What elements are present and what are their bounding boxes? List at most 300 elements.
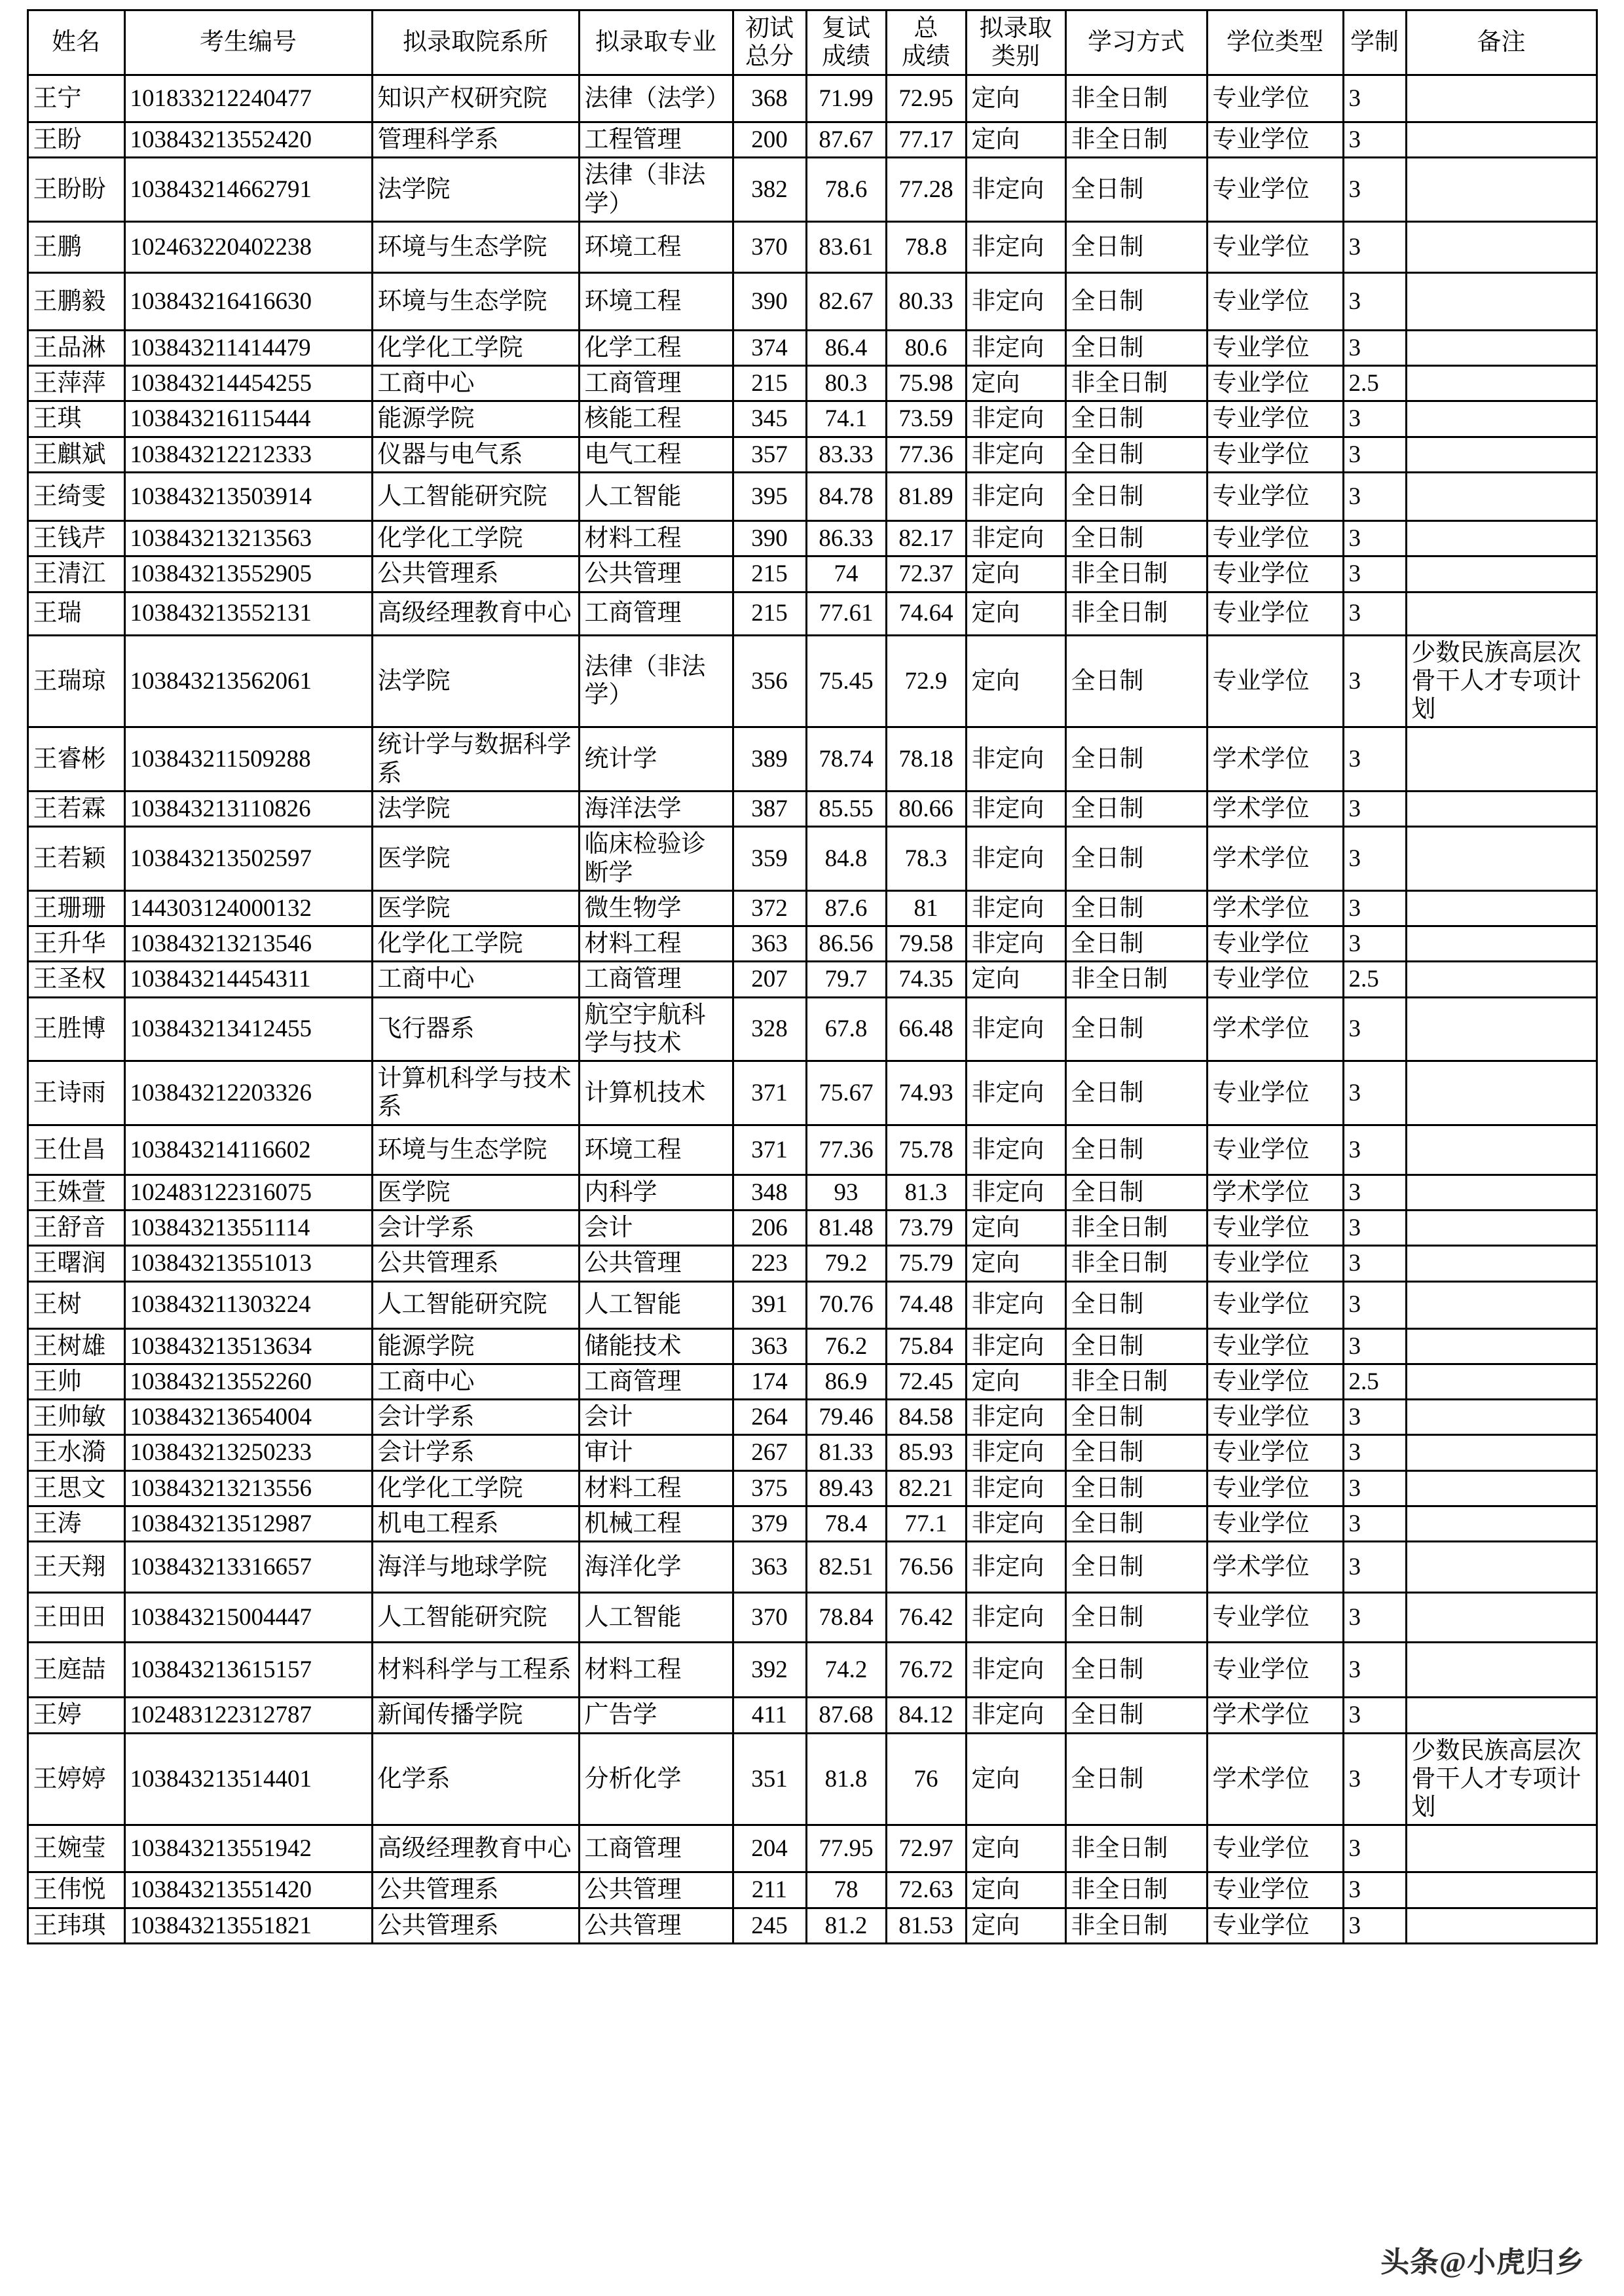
cell-candidate-id: 103843213512987 [124,1506,372,1542]
cell-note [1406,272,1596,330]
cell-degree-type: 专业学位 [1207,1328,1343,1364]
cell-department: 公共管理系 [372,1872,579,1908]
cell-note [1406,437,1596,472]
cell-first-score: 392 [733,1643,806,1698]
cell-name: 王水漪 [28,1435,124,1470]
cell-years: 3 [1343,1643,1406,1698]
cell-years: 3 [1343,272,1406,330]
cell-total-score: 66.48 [886,997,966,1061]
cell-candidate-id: 102483122312787 [124,1698,372,1733]
cell-candidate-id: 103843213654004 [124,1400,372,1435]
table-row [28,272,1596,330]
cell-degree-type: 学术学位 [1207,1698,1343,1733]
cell-category: 非定向 [966,1643,1065,1698]
cell-department: 统计学与数据科学系 [372,727,579,792]
cell-study-mode: 全日制 [1065,158,1207,222]
cell-name: 王天翔 [28,1542,124,1593]
column-header-line: 初试 [745,14,794,42]
cell-total-score: 77.1 [886,1506,966,1542]
cell-total-score: 72.97 [886,1825,966,1872]
cell-major: 分析化学 [579,1733,733,1825]
cell-years: 3 [1343,1542,1406,1593]
cell-first-score: 387 [733,791,806,826]
column-header-line: 拟录取 [979,14,1052,42]
cell-first-score: 375 [733,1470,806,1506]
cell-category: 非定向 [966,158,1065,222]
cell-candidate-id: 103843214116602 [124,1125,372,1175]
cell-second-score: 76.2 [806,1328,886,1364]
cell-second-score: 71.99 [806,75,886,122]
cell-candidate-id: 103843213213556 [124,1470,372,1506]
cell-department: 能源学院 [372,401,579,437]
cell-study-mode: 全日制 [1065,1470,1207,1506]
cell-name: 王婷 [28,1698,124,1733]
column-header-degree-type [1207,10,1343,75]
cell-note [1406,556,1596,592]
cell-note [1406,791,1596,826]
cell-total-score: 81.53 [886,1908,966,1943]
cell-second-score: 87.68 [806,1698,886,1733]
cell-category: 定向 [966,635,1065,727]
table-row [28,472,1596,520]
cell-first-score: 368 [733,75,806,122]
cell-total-score: 72.63 [886,1872,966,1908]
cell-first-score: 267 [733,1435,806,1470]
cell-category: 非定向 [966,827,1065,891]
cell-candidate-id: 103843213551114 [124,1211,372,1246]
cell-candidate-id: 103843212212333 [124,437,372,472]
cell-candidate-id: 103843213213563 [124,520,372,556]
cell-note [1406,1281,1596,1328]
cell-category: 定向 [966,1825,1065,1872]
cell-years: 2.5 [1343,366,1406,401]
cell-note [1406,1211,1596,1246]
cell-total-score: 80.66 [886,791,966,826]
cell-first-score: 200 [733,122,806,158]
cell-second-score: 82.51 [806,1542,886,1593]
column-header-note [1406,10,1596,75]
table-row [28,1364,1596,1399]
cell-category: 定向 [966,1872,1065,1908]
cell-second-score: 81.2 [806,1908,886,1943]
cell-degree-type: 专业学位 [1207,437,1343,472]
cell-candidate-id: 101833212240477 [124,75,372,122]
cell-department: 化学化工学院 [372,926,579,962]
cell-category: 定向 [966,556,1065,592]
cell-years: 3 [1343,1698,1406,1733]
cell-total-score: 82.21 [886,1470,966,1506]
cell-study-mode: 非全日制 [1065,1872,1207,1908]
cell-second-score: 74 [806,556,886,592]
cell-major: 人工智能 [579,472,733,520]
cell-major: 储能技术 [579,1328,733,1364]
header-row [28,10,1596,75]
cell-category: 定向 [966,122,1065,158]
cell-major: 工商管理 [579,1825,733,1872]
column-header-major [579,10,733,75]
cell-department: 会计学系 [372,1435,579,1470]
cell-major: 人工智能 [579,1593,733,1643]
cell-department: 法学院 [372,158,579,222]
cell-study-mode: 非全日制 [1065,1246,1207,1281]
cell-category: 非定向 [966,997,1065,1061]
cell-study-mode: 全日制 [1065,997,1207,1061]
cell-note: 少数民族高层次骨干人才专项计划 [1406,635,1596,727]
cell-name: 王绮雯 [28,472,124,520]
cell-major: 航空宇航科学与技术 [579,997,733,1061]
cell-candidate-id: 144303124000132 [124,890,372,926]
cell-department: 化学化工学院 [372,1470,579,1506]
cell-major: 海洋法学 [579,791,733,826]
cell-name: 王帅 [28,1364,124,1399]
cell-years: 3 [1343,997,1406,1061]
cell-total-score: 73.59 [886,401,966,437]
cell-second-score: 78.6 [806,158,886,222]
cell-category: 定向 [966,1733,1065,1825]
cell-major: 工商管理 [579,1364,733,1399]
cell-years: 3 [1343,437,1406,472]
cell-second-score: 77.61 [806,592,886,635]
cell-major: 广告学 [579,1698,733,1733]
cell-category: 非定向 [966,926,1065,962]
cell-name: 王清江 [28,556,124,592]
cell-total-score: 82.17 [886,520,966,556]
cell-candidate-id: 103843213110826 [124,791,372,826]
cell-category: 非定向 [966,1400,1065,1435]
cell-category: 非定向 [966,727,1065,792]
cell-department: 化学化工学院 [372,330,579,365]
cell-degree-type: 学术学位 [1207,827,1343,891]
cell-first-score: 211 [733,1872,806,1908]
column-header-years [1343,10,1406,75]
cell-category: 定向 [966,592,1065,635]
cell-second-score: 87.6 [806,890,886,926]
cell-total-score: 72.37 [886,556,966,592]
cell-candidate-id: 103843212203326 [124,1061,372,1125]
cell-note [1406,827,1596,891]
cell-category: 定向 [966,1246,1065,1281]
cell-name: 王婷婷 [28,1733,124,1825]
cell-study-mode: 全日制 [1065,1125,1207,1175]
column-header-line: 类别 [991,43,1040,70]
cell-second-score: 86.4 [806,330,886,365]
cell-second-score: 81.33 [806,1435,886,1470]
cell-total-score: 78.18 [886,727,966,792]
cell-years: 3 [1343,592,1406,635]
cell-candidate-id: 103843211509288 [124,727,372,792]
cell-category: 定向 [966,1364,1065,1399]
cell-note [1406,472,1596,520]
cell-category: 非定向 [966,1175,1065,1210]
cell-study-mode: 全日制 [1065,437,1207,472]
column-header-total-score [886,10,966,75]
cell-major: 公共管理 [579,1246,733,1281]
cell-note [1406,75,1596,122]
table-row [28,962,1596,997]
cell-total-score: 78.8 [886,221,966,272]
cell-study-mode: 全日制 [1065,401,1207,437]
cell-category: 非定向 [966,272,1065,330]
admission-list-sheet [0,9,1624,1944]
table-row [28,1061,1596,1125]
cell-note [1406,727,1596,792]
cell-years: 3 [1343,221,1406,272]
cell-first-score: 390 [733,272,806,330]
cell-total-score: 79.58 [886,926,966,962]
cell-second-score: 78 [806,1872,886,1908]
cell-category: 非定向 [966,437,1065,472]
cell-first-score: 351 [733,1733,806,1825]
table-row [28,1400,1596,1435]
cell-candidate-id: 103843213412455 [124,997,372,1061]
cell-major: 工商管理 [579,366,733,401]
cell-note [1406,1328,1596,1364]
cell-department: 能源学院 [372,1328,579,1364]
cell-name: 王仕昌 [28,1125,124,1175]
cell-first-score: 379 [733,1506,806,1542]
cell-years: 3 [1343,1908,1406,1943]
column-header-line: 总 [913,14,938,42]
cell-total-score: 74.64 [886,592,966,635]
cell-years: 3 [1343,401,1406,437]
cell-department: 工商中心 [372,962,579,997]
cell-category: 非定向 [966,890,1065,926]
cell-candidate-id: 103843213552131 [124,592,372,635]
cell-first-score: 391 [733,1281,806,1328]
table-row [28,366,1596,401]
cell-note [1406,890,1596,926]
cell-note [1406,1246,1596,1281]
cell-category: 非定向 [966,221,1065,272]
cell-candidate-id: 103843211303224 [124,1281,372,1328]
cell-first-score: 215 [733,366,806,401]
cell-note [1406,366,1596,401]
cell-first-score: 207 [733,962,806,997]
cell-name: 王睿彬 [28,727,124,792]
cell-candidate-id: 103843213514401 [124,1733,372,1825]
cell-second-score: 81.48 [806,1211,886,1246]
cell-name: 王庭喆 [28,1643,124,1698]
cell-second-score: 86.9 [806,1364,886,1399]
table-row [28,635,1596,727]
watermark-handle: 小虎归乡 [1467,2246,1585,2278]
cell-candidate-id: 103843213316657 [124,1542,372,1593]
cell-candidate-id: 103843213513634 [124,1328,372,1364]
cell-category: 非定向 [966,1281,1065,1328]
cell-years: 3 [1343,1435,1406,1470]
cell-name: 王瑞琼 [28,635,124,727]
cell-total-score: 76.72 [886,1643,966,1698]
cell-years: 3 [1343,158,1406,222]
cell-name: 王伟悦 [28,1872,124,1908]
cell-degree-type: 专业学位 [1207,556,1343,592]
cell-degree-type: 专业学位 [1207,1872,1343,1908]
cell-years: 3 [1343,1061,1406,1125]
column-header-category [966,10,1065,75]
cell-candidate-id: 103843216115444 [124,401,372,437]
cell-major: 法律（法学） [579,75,733,122]
cell-note [1406,1125,1596,1175]
cell-note [1406,158,1596,222]
table-row [28,1246,1596,1281]
cell-major: 公共管理 [579,1872,733,1908]
cell-major: 材料工程 [579,520,733,556]
cell-major: 环境工程 [579,221,733,272]
cell-study-mode: 全日制 [1065,1400,1207,1435]
column-header-line: 学制 [1350,29,1399,56]
cell-note [1406,122,1596,158]
cell-name: 王钱芹 [28,520,124,556]
cell-years: 3 [1343,556,1406,592]
cell-second-score: 70.76 [806,1281,886,1328]
column-header-id [124,10,372,75]
cell-study-mode: 全日制 [1065,926,1207,962]
cell-name: 王升华 [28,926,124,962]
cell-second-score: 79.2 [806,1246,886,1281]
cell-total-score: 80.6 [886,330,966,365]
cell-candidate-id: 103843216416630 [124,272,372,330]
cell-total-score: 77.36 [886,437,966,472]
cell-note [1406,1908,1596,1943]
cell-study-mode: 全日制 [1065,330,1207,365]
cell-total-score: 85.93 [886,1435,966,1470]
table-row [28,1506,1596,1542]
cell-degree-type: 专业学位 [1207,1825,1343,1872]
cell-major: 化学工程 [579,330,733,365]
cell-major: 微生物学 [579,890,733,926]
cell-degree-type: 学术学位 [1207,997,1343,1061]
cell-study-mode: 全日制 [1065,890,1207,926]
cell-years: 3 [1343,1400,1406,1435]
cell-category: 非定向 [966,1125,1065,1175]
cell-candidate-id: 102483122316075 [124,1175,372,1210]
cell-total-score: 74.35 [886,962,966,997]
cell-department: 法学院 [372,635,579,727]
cell-first-score: 223 [733,1246,806,1281]
cell-years: 3 [1343,1825,1406,1872]
table-row [28,1542,1596,1593]
cell-degree-type: 专业学位 [1207,366,1343,401]
cell-candidate-id: 103843213502597 [124,827,372,891]
cell-years: 3 [1343,1211,1406,1246]
cell-first-score: 204 [733,1825,806,1872]
cell-second-score: 82.67 [806,272,886,330]
cell-total-score: 81 [886,890,966,926]
cell-major: 工商管理 [579,592,733,635]
cell-total-score: 75.84 [886,1328,966,1364]
cell-major: 公共管理 [579,1908,733,1943]
table-row [28,592,1596,635]
cell-second-score: 79.46 [806,1400,886,1435]
cell-name: 王品淋 [28,330,124,365]
table-row [28,1733,1596,1825]
cell-major: 海洋化学 [579,1542,733,1593]
cell-note [1406,330,1596,365]
cell-department: 机电工程系 [372,1506,579,1542]
cell-name: 王舒音 [28,1211,124,1246]
cell-major: 审计 [579,1435,733,1470]
cell-total-score: 73.79 [886,1211,966,1246]
table-row [28,1698,1596,1733]
cell-study-mode: 全日制 [1065,1328,1207,1364]
cell-name: 王珊珊 [28,890,124,926]
cell-study-mode: 全日制 [1065,1643,1207,1698]
table-row [28,122,1596,158]
cell-study-mode: 全日制 [1065,272,1207,330]
column-header-first-score [733,10,806,75]
cell-second-score: 89.43 [806,1470,886,1506]
cell-candidate-id: 103843211414479 [124,330,372,365]
cell-name: 王田田 [28,1593,124,1643]
cell-name: 王瑞 [28,592,124,635]
cell-major: 内科学 [579,1175,733,1210]
cell-department: 工商中心 [372,366,579,401]
cell-department: 人工智能研究院 [372,1281,579,1328]
table-row [28,1281,1596,1328]
cell-study-mode: 全日制 [1065,1281,1207,1328]
cell-department: 公共管理系 [372,556,579,592]
cell-note [1406,401,1596,437]
cell-major: 人工智能 [579,1281,733,1328]
cell-years: 3 [1343,727,1406,792]
table-row [28,727,1596,792]
cell-category: 非定向 [966,791,1065,826]
cell-note [1406,1872,1596,1908]
table-row [28,1643,1596,1698]
cell-first-score: 174 [733,1364,806,1399]
cell-degree-type: 学术学位 [1207,1733,1343,1825]
cell-total-score: 75.98 [886,366,966,401]
cell-study-mode: 全日制 [1065,1542,1207,1593]
cell-department: 计算机科学与技术系 [372,1061,579,1125]
cell-degree-type: 专业学位 [1207,592,1343,635]
cell-years: 3 [1343,1328,1406,1364]
cell-major: 电气工程 [579,437,733,472]
cell-degree-type: 专业学位 [1207,1246,1343,1281]
cell-department: 医学院 [372,890,579,926]
table-row [28,791,1596,826]
cell-category: 非定向 [966,1698,1065,1733]
cell-name: 王涛 [28,1506,124,1542]
cell-name: 王帅敏 [28,1400,124,1435]
column-header-line: 拟录取专业 [595,29,716,56]
cell-study-mode: 全日制 [1065,1593,1207,1643]
cell-degree-type: 学术学位 [1207,890,1343,926]
cell-study-mode: 非全日制 [1065,75,1207,122]
cell-name: 王诗雨 [28,1061,124,1125]
table-row [28,1470,1596,1506]
cell-first-score: 370 [733,1593,806,1643]
cell-name: 王圣权 [28,962,124,997]
cell-candidate-id: 103843213562061 [124,635,372,727]
table-row [28,1175,1596,1210]
cell-first-score: 215 [733,592,806,635]
watermark [1380,2238,1585,2280]
cell-major: 材料工程 [579,926,733,962]
cell-name: 王盼 [28,122,124,158]
cell-category: 非定向 [966,1328,1065,1364]
cell-category: 定向 [966,366,1065,401]
cell-category: 定向 [966,1908,1065,1943]
cell-total-score: 72.45 [886,1364,966,1399]
cell-study-mode: 全日制 [1065,1698,1207,1733]
cell-note [1406,592,1596,635]
cell-degree-type: 学术学位 [1207,1175,1343,1210]
cell-degree-type: 专业学位 [1207,221,1343,272]
cell-name: 王琪 [28,401,124,437]
cell-first-score: 264 [733,1400,806,1435]
cell-degree-type: 专业学位 [1207,1506,1343,1542]
